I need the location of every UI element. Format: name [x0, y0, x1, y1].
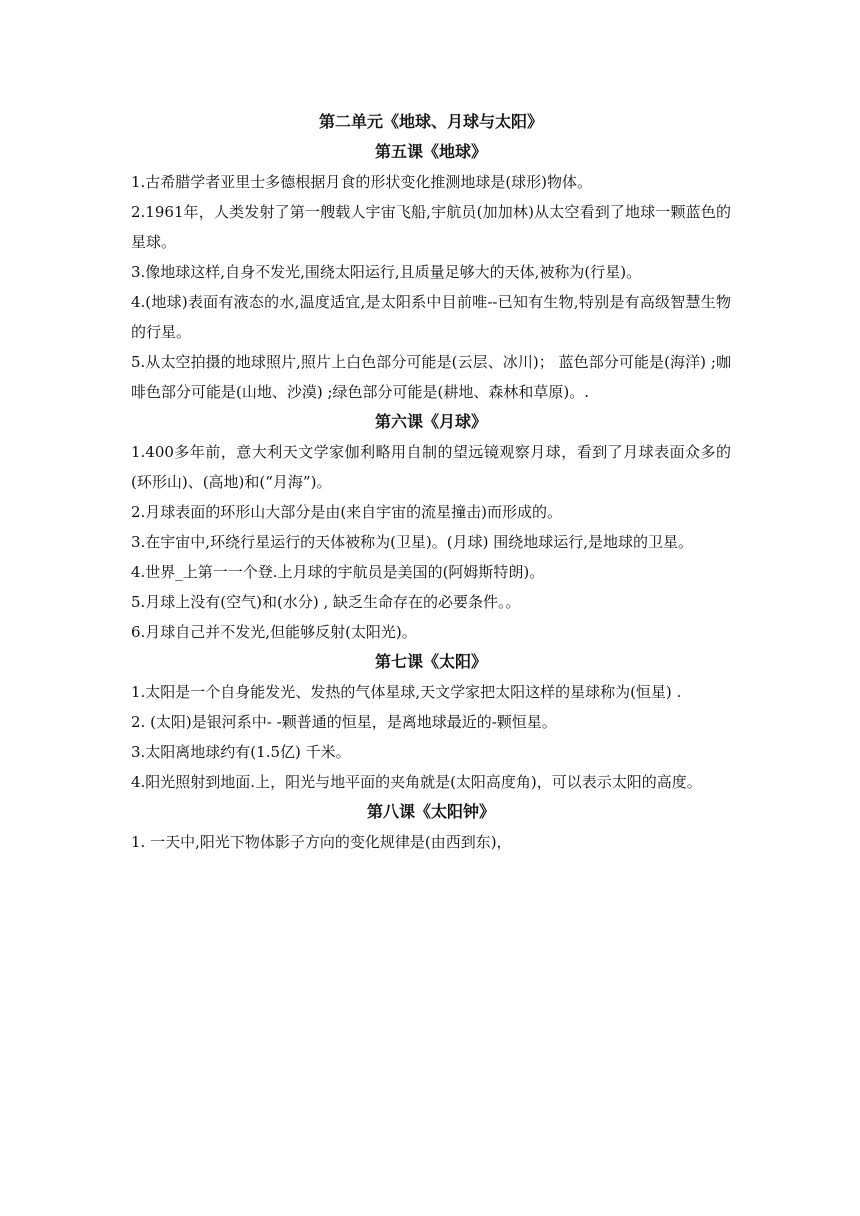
document-page	[131, 107, 731, 857]
list-item: 5.月球上没有(空气)和(水分) , 缺乏生命存在的必要条件。。	[131, 593, 521, 611]
list-item: 2. (太阳)是银河系中- -颗普通的恒星，是离地球最近的-颗恒星。	[131, 713, 557, 731]
lesson-title: 第五课《地球》	[374, 142, 487, 161]
lesson-7-section	[131, 647, 731, 797]
lesson-5-section	[131, 137, 731, 407]
list-item: 1.400多年前，意大利天文学家伽利略用自制的望远镜观察月球，看到了月球表面众多的(环形山)、(高地)和(“月海”)。	[131, 443, 731, 491]
list-item: 1.古希腊学者亚里士多德根据月食的形状变化推测地球是(球形)物体。	[131, 173, 593, 191]
list-item: 3.像地球这样,自身不发光,围绕太阳运行,且质量足够大的天体,被称为(行星)。	[131, 263, 642, 281]
lesson-title: 第七课《太阳》	[374, 652, 487, 671]
lesson-8-section	[131, 797, 731, 857]
lesson-title: 第八课《太阳钟》	[366, 802, 495, 821]
list-item: 4.(地球)表面有液态的水,温度适宜,是太阳系中目前唯--已知有生物,特别是有高级智慧生物的行星。	[131, 293, 731, 341]
list-item: 4.阳光照射到地面.上，阳光与地平面的夹角就是(太阳高度角)，可以表示太阳的高度。	[131, 773, 702, 791]
list-item: 1.太阳是一个自身能发光、发热的气体星球,天文学家把太阳这样的星球称为(恒星) .	[131, 683, 682, 701]
list-item: 2.月球表面的环形山大部分是由(来自宇宙的流星撞击)而形成的。	[131, 503, 563, 521]
list-item: 5.从太空拍摄的地球照片,照片上白色部分可能是(云层、冰川)； 蓝色部分可能是(海洋) ;咖啡色部分可能是(山地、沙漠) ;绿色部分可能是(耕地、森林和草原)。.	[131, 353, 731, 401]
list-item: 2.1961年，人类发射了第一艘载人宇宙飞船,宇航员(加加林)从太空看到了地球一颗蓝色的星球。	[131, 203, 731, 251]
lesson-title: 第六课《月球》	[374, 412, 487, 431]
list-item: 3.在宇宙中,环绕行星运行的天体被称为(卫星)。(月球) 围绕地球运行,是地球的卫星。	[131, 533, 694, 551]
list-item: 3.太阳离地球约有(1.5亿) 千米。	[131, 743, 351, 761]
unit-title: 第二单元《地球、月球与太阳》	[318, 112, 543, 131]
list-item: 1. 一天中,阳光下物体影子方向的变化规律是(由西到东)，	[131, 833, 512, 851]
list-item: 6.月球自己并不发光,但能够反射(太阳光)。	[131, 623, 417, 641]
list-item: 4.世界_上第一一个登.上月球的宇航员是美国的(阿姆斯特朗)。	[131, 563, 545, 581]
lesson-6-section	[131, 407, 731, 647]
